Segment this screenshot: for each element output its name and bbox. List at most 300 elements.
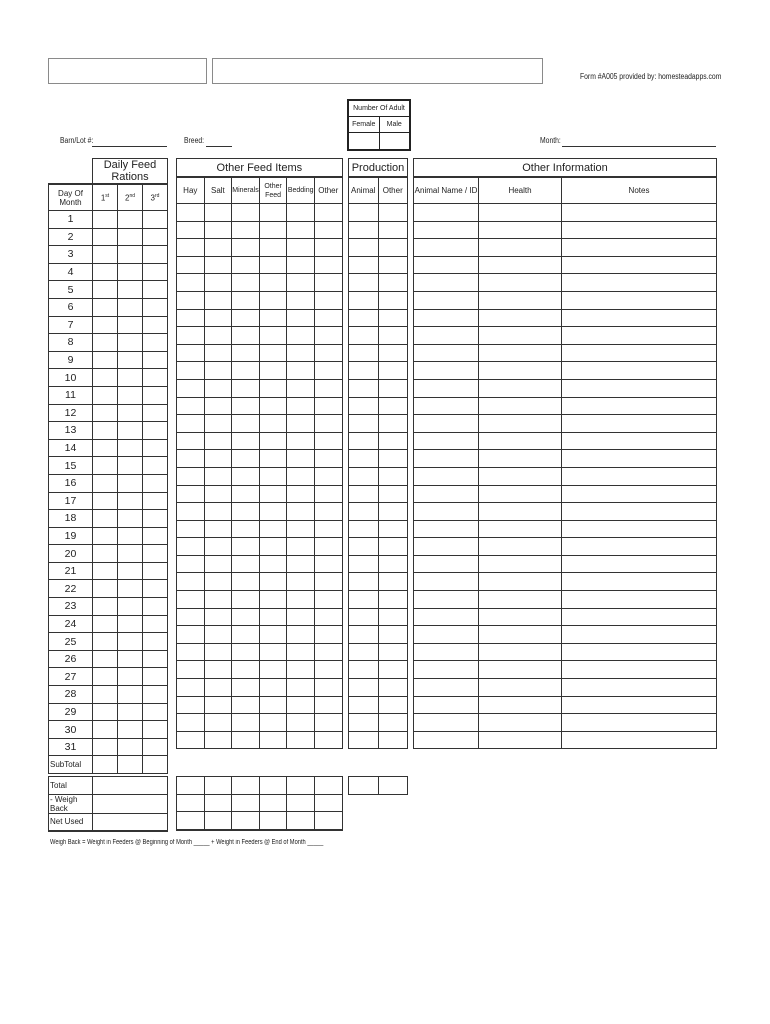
notes-cell[interactable] (562, 467, 717, 485)
minerals-cell[interactable] (232, 379, 260, 397)
production-other-cell[interactable] (378, 309, 408, 327)
ration-3-cell[interactable] (143, 474, 168, 492)
animal-name-cell[interactable] (414, 344, 479, 362)
hay-cell[interactable] (177, 327, 205, 345)
animal-name-cell[interactable] (414, 731, 479, 749)
other-cell[interactable] (314, 731, 342, 749)
production-other-cell[interactable] (378, 608, 408, 626)
other-feed-cell[interactable] (259, 379, 287, 397)
bedding-cell[interactable] (287, 432, 315, 450)
notes-cell[interactable] (562, 538, 717, 556)
animal-cell[interactable] (349, 538, 379, 556)
hay-cell[interactable] (177, 608, 205, 626)
salt-cell[interactable] (204, 239, 232, 257)
other-feed-cell[interactable] (259, 221, 287, 239)
ration-2-cell[interactable] (118, 633, 143, 651)
other-feed-cell[interactable] (259, 327, 287, 345)
health-cell[interactable] (479, 485, 562, 503)
health-cell[interactable] (479, 679, 562, 697)
animal-name-cell[interactable] (414, 626, 479, 644)
animal-name-cell[interactable] (414, 520, 479, 538)
animal-name-cell[interactable] (414, 221, 479, 239)
animal-cell[interactable] (349, 274, 379, 292)
animal-cell[interactable] (349, 432, 379, 450)
other-feed-cell[interactable] (259, 591, 287, 609)
ration-1-cell[interactable] (93, 439, 118, 457)
ration-3-cell[interactable] (143, 281, 168, 299)
production-other-cell[interactable] (378, 327, 408, 345)
animal-name-cell[interactable] (414, 608, 479, 626)
hay-cell[interactable] (177, 731, 205, 749)
hay-cell[interactable] (177, 503, 205, 521)
health-cell[interactable] (479, 520, 562, 538)
minerals-cell[interactable] (232, 679, 260, 697)
ration-3-cell[interactable] (143, 316, 168, 334)
other-feed-cell[interactable] (259, 555, 287, 573)
bedding-cell[interactable] (287, 397, 315, 415)
ration-3-cell[interactable] (143, 527, 168, 545)
bedding-cell[interactable] (287, 309, 315, 327)
hay-cell[interactable] (177, 555, 205, 573)
health-cell[interactable] (479, 291, 562, 309)
notes-cell[interactable] (562, 731, 717, 749)
salt-cell[interactable] (204, 485, 232, 503)
hay-cell[interactable] (177, 362, 205, 380)
health-cell[interactable] (479, 538, 562, 556)
animal-name-cell[interactable] (414, 415, 479, 433)
bedding-cell[interactable] (287, 379, 315, 397)
ration-2-cell[interactable] (118, 298, 143, 316)
other-feed-cell[interactable] (259, 714, 287, 732)
hay-cell[interactable] (177, 467, 205, 485)
bedding-cell[interactable] (287, 538, 315, 556)
hay-cell[interactable] (177, 221, 205, 239)
minerals-cell[interactable] (232, 467, 260, 485)
other-feed-cell[interactable] (259, 503, 287, 521)
salt-cell[interactable] (204, 661, 232, 679)
notes-cell[interactable] (562, 415, 717, 433)
hay-cell[interactable] (177, 450, 205, 468)
production-other-cell[interactable] (378, 626, 408, 644)
hay-cell[interactable] (177, 714, 205, 732)
health-cell[interactable] (479, 327, 562, 345)
minerals-cell[interactable] (232, 643, 260, 661)
ration-1-cell[interactable] (93, 510, 118, 528)
ration-2-cell[interactable] (118, 510, 143, 528)
minerals-cell[interactable] (232, 415, 260, 433)
animal-cell[interactable] (349, 626, 379, 644)
salt-cell[interactable] (204, 679, 232, 697)
production-total-animal[interactable] (349, 777, 379, 795)
ration-3-cell[interactable] (143, 562, 168, 580)
breed-field[interactable] (206, 146, 232, 147)
notes-cell[interactable] (562, 432, 717, 450)
bedding-cell[interactable] (287, 291, 315, 309)
ration-1-cell[interactable] (93, 369, 118, 387)
health-cell[interactable] (479, 591, 562, 609)
other-cell[interactable] (314, 362, 342, 380)
ration-2-cell[interactable] (118, 439, 143, 457)
other-feed-cell[interactable] (259, 432, 287, 450)
ration-2-cell[interactable] (118, 334, 143, 352)
ration-1-cell[interactable] (93, 721, 118, 739)
notes-cell[interactable] (562, 256, 717, 274)
animal-name-cell[interactable] (414, 467, 479, 485)
salt-cell[interactable] (204, 432, 232, 450)
health-cell[interactable] (479, 626, 562, 644)
feed-total-cell[interactable] (204, 794, 232, 812)
animal-cell[interactable] (349, 520, 379, 538)
other-cell[interactable] (314, 679, 342, 697)
health-cell[interactable] (479, 221, 562, 239)
ration-3-cell[interactable] (143, 439, 168, 457)
hay-cell[interactable] (177, 239, 205, 257)
hay-cell[interactable] (177, 344, 205, 362)
ration-1-cell[interactable] (93, 211, 118, 229)
other-feed-cell[interactable] (259, 291, 287, 309)
hay-cell[interactable] (177, 309, 205, 327)
notes-cell[interactable] (562, 309, 717, 327)
bedding-cell[interactable] (287, 626, 315, 644)
animal-name-cell[interactable] (414, 256, 479, 274)
animal-name-cell[interactable] (414, 714, 479, 732)
production-other-cell[interactable] (378, 643, 408, 661)
animal-cell[interactable] (349, 379, 379, 397)
ration-3-cell[interactable] (143, 668, 168, 686)
minerals-cell[interactable] (232, 520, 260, 538)
notes-cell[interactable] (562, 503, 717, 521)
animal-cell[interactable] (349, 309, 379, 327)
minerals-cell[interactable] (232, 397, 260, 415)
animal-cell[interactable] (349, 415, 379, 433)
notes-cell[interactable] (562, 626, 717, 644)
other-cell[interactable] (314, 626, 342, 644)
production-other-cell[interactable] (378, 555, 408, 573)
other-cell[interactable] (314, 714, 342, 732)
feed-total-cell[interactable] (177, 777, 205, 795)
other-feed-cell[interactable] (259, 485, 287, 503)
health-cell[interactable] (479, 696, 562, 714)
hay-cell[interactable] (177, 415, 205, 433)
animal-cell[interactable] (349, 327, 379, 345)
animal-cell[interactable] (349, 731, 379, 749)
animal-cell[interactable] (349, 573, 379, 591)
other-cell[interactable] (314, 274, 342, 292)
other-cell[interactable] (314, 485, 342, 503)
feed-total-cell[interactable] (177, 794, 205, 812)
bedding-cell[interactable] (287, 467, 315, 485)
production-other-cell[interactable] (378, 344, 408, 362)
animal-name-cell[interactable] (414, 274, 479, 292)
other-cell[interactable] (314, 520, 342, 538)
feed-total-cell[interactable] (232, 777, 260, 795)
hay-cell[interactable] (177, 520, 205, 538)
animal-cell[interactable] (349, 221, 379, 239)
salt-cell[interactable] (204, 520, 232, 538)
production-other-cell[interactable] (378, 696, 408, 714)
bedding-cell[interactable] (287, 256, 315, 274)
salt-cell[interactable] (204, 379, 232, 397)
ration-1-cell[interactable] (93, 492, 118, 510)
animal-name-cell[interactable] (414, 573, 479, 591)
animal-name-cell[interactable] (414, 239, 479, 257)
animal-name-cell[interactable] (414, 362, 479, 380)
ration-3-cell[interactable] (143, 386, 168, 404)
ration-1-cell[interactable] (93, 580, 118, 598)
other-cell[interactable] (314, 379, 342, 397)
notes-cell[interactable] (562, 520, 717, 538)
notes-cell[interactable] (562, 327, 717, 345)
ration-3-cell[interactable] (143, 703, 168, 721)
barn-field[interactable] (92, 146, 167, 147)
ration-3-cell[interactable] (143, 422, 168, 440)
notes-cell[interactable] (562, 661, 717, 679)
feed-total-cell[interactable] (204, 812, 232, 830)
ration-2-cell[interactable] (118, 474, 143, 492)
salt-cell[interactable] (204, 450, 232, 468)
salt-cell[interactable] (204, 731, 232, 749)
ration-3-cell[interactable] (143, 633, 168, 651)
bedding-cell[interactable] (287, 344, 315, 362)
hay-cell[interactable] (177, 643, 205, 661)
production-other-cell[interactable] (378, 432, 408, 450)
ration-2-cell[interactable] (118, 369, 143, 387)
ration-3-cell[interactable] (143, 351, 168, 369)
ration-3-cell[interactable] (143, 457, 168, 475)
other-feed-cell[interactable] (259, 573, 287, 591)
notes-cell[interactable] (562, 573, 717, 591)
ration-3-cell[interactable] (143, 545, 168, 563)
salt-cell[interactable] (204, 344, 232, 362)
animal-cell[interactable] (349, 485, 379, 503)
animal-name-cell[interactable] (414, 503, 479, 521)
notes-cell[interactable] (562, 221, 717, 239)
production-other-cell[interactable] (378, 379, 408, 397)
other-feed-cell[interactable] (259, 520, 287, 538)
other-feed-cell[interactable] (259, 309, 287, 327)
bedding-cell[interactable] (287, 450, 315, 468)
ration-1-cell[interactable] (93, 298, 118, 316)
other-cell[interactable] (314, 309, 342, 327)
production-other-cell[interactable] (378, 591, 408, 609)
ration-1-cell[interactable] (93, 404, 118, 422)
other-cell[interactable] (314, 415, 342, 433)
animal-name-cell[interactable] (414, 661, 479, 679)
salt-cell[interactable] (204, 608, 232, 626)
other-feed-cell[interactable] (259, 538, 287, 556)
other-cell[interactable] (314, 591, 342, 609)
health-cell[interactable] (479, 467, 562, 485)
minerals-cell[interactable] (232, 731, 260, 749)
production-other-cell[interactable] (378, 204, 408, 222)
notes-cell[interactable] (562, 291, 717, 309)
minerals-cell[interactable] (232, 204, 260, 222)
salt-cell[interactable] (204, 714, 232, 732)
health-cell[interactable] (479, 415, 562, 433)
other-feed-cell[interactable] (259, 256, 287, 274)
other-feed-cell[interactable] (259, 626, 287, 644)
other-cell[interactable] (314, 327, 342, 345)
minerals-cell[interactable] (232, 344, 260, 362)
animal-cell[interactable] (349, 503, 379, 521)
bedding-cell[interactable] (287, 661, 315, 679)
salt-cell[interactable] (204, 573, 232, 591)
notes-cell[interactable] (562, 643, 717, 661)
ration-1-cell[interactable] (93, 668, 118, 686)
ration-2-cell[interactable] (118, 316, 143, 334)
production-other-cell[interactable] (378, 239, 408, 257)
ration-2-cell[interactable] (118, 562, 143, 580)
ration-1-cell[interactable] (93, 686, 118, 704)
production-other-cell[interactable] (378, 397, 408, 415)
feed-total-cell[interactable] (204, 777, 232, 795)
bedding-cell[interactable] (287, 714, 315, 732)
health-cell[interactable] (479, 204, 562, 222)
production-total-other[interactable] (378, 777, 408, 795)
animal-name-cell[interactable] (414, 538, 479, 556)
ration-3-cell[interactable] (143, 650, 168, 668)
animal-cell[interactable] (349, 239, 379, 257)
animal-name-cell[interactable] (414, 696, 479, 714)
salt-cell[interactable] (204, 415, 232, 433)
salt-cell[interactable] (204, 256, 232, 274)
bedding-cell[interactable] (287, 573, 315, 591)
hay-cell[interactable] (177, 432, 205, 450)
minerals-cell[interactable] (232, 555, 260, 573)
minerals-cell[interactable] (232, 274, 260, 292)
minerals-cell[interactable] (232, 239, 260, 257)
ration-3-cell[interactable] (143, 492, 168, 510)
hay-cell[interactable] (177, 696, 205, 714)
notes-cell[interactable] (562, 204, 717, 222)
ration-1-cell[interactable] (93, 633, 118, 651)
feed-total-cell[interactable] (259, 777, 287, 795)
month-field[interactable] (562, 146, 716, 147)
animal-name-cell[interactable] (414, 397, 479, 415)
ration-2-cell[interactable] (118, 457, 143, 475)
animal-cell[interactable] (349, 467, 379, 485)
other-cell[interactable] (314, 573, 342, 591)
other-feed-cell[interactable] (259, 415, 287, 433)
bedding-cell[interactable] (287, 239, 315, 257)
hay-cell[interactable] (177, 274, 205, 292)
ration-1-cell[interactable] (93, 422, 118, 440)
net-used-cell[interactable] (93, 813, 168, 831)
other-feed-cell[interactable] (259, 344, 287, 362)
health-cell[interactable] (479, 450, 562, 468)
animal-cell[interactable] (349, 661, 379, 679)
ration-3-cell[interactable] (143, 510, 168, 528)
animal-cell[interactable] (349, 679, 379, 697)
female-count-field[interactable] (349, 133, 380, 149)
ration-3-cell[interactable] (143, 263, 168, 281)
ration-2-cell[interactable] (118, 386, 143, 404)
ration-2-cell[interactable] (118, 668, 143, 686)
health-cell[interactable] (479, 661, 562, 679)
animal-name-cell[interactable] (414, 379, 479, 397)
animal-name-cell[interactable] (414, 309, 479, 327)
bedding-cell[interactable] (287, 591, 315, 609)
ration-2-cell[interactable] (118, 738, 143, 756)
animal-cell[interactable] (349, 643, 379, 661)
other-cell[interactable] (314, 643, 342, 661)
animal-name-cell[interactable] (414, 291, 479, 309)
male-count-field[interactable] (380, 133, 410, 149)
ration-3-cell[interactable] (143, 369, 168, 387)
ration-1-cell[interactable] (93, 598, 118, 616)
other-feed-cell[interactable] (259, 397, 287, 415)
production-other-cell[interactable] (378, 485, 408, 503)
notes-cell[interactable] (562, 679, 717, 697)
production-other-cell[interactable] (378, 415, 408, 433)
ration-1-cell[interactable] (93, 562, 118, 580)
bedding-cell[interactable] (287, 520, 315, 538)
other-cell[interactable] (314, 256, 342, 274)
ration-1-cell[interactable] (93, 228, 118, 246)
health-cell[interactable] (479, 555, 562, 573)
other-cell[interactable] (314, 221, 342, 239)
health-cell[interactable] (479, 643, 562, 661)
hay-cell[interactable] (177, 661, 205, 679)
ration-2-cell[interactable] (118, 228, 143, 246)
salt-cell[interactable] (204, 555, 232, 573)
other-feed-cell[interactable] (259, 696, 287, 714)
salt-cell[interactable] (204, 274, 232, 292)
salt-cell[interactable] (204, 397, 232, 415)
other-cell[interactable] (314, 344, 342, 362)
ration-1-cell[interactable] (93, 527, 118, 545)
ration-2-cell[interactable] (118, 527, 143, 545)
production-other-cell[interactable] (378, 291, 408, 309)
barn-name-box[interactable] (48, 58, 207, 84)
ration-2-cell[interactable] (118, 650, 143, 668)
health-cell[interactable] (479, 362, 562, 380)
notes-cell[interactable] (562, 397, 717, 415)
health-cell[interactable] (479, 274, 562, 292)
minerals-cell[interactable] (232, 696, 260, 714)
production-other-cell[interactable] (378, 467, 408, 485)
minerals-cell[interactable] (232, 362, 260, 380)
health-cell[interactable] (479, 239, 562, 257)
production-other-cell[interactable] (378, 450, 408, 468)
hay-cell[interactable] (177, 291, 205, 309)
ration-1-cell[interactable] (93, 615, 118, 633)
animal-cell[interactable] (349, 256, 379, 274)
bedding-cell[interactable] (287, 696, 315, 714)
other-feed-cell[interactable] (259, 450, 287, 468)
ration-1-cell[interactable] (93, 545, 118, 563)
feed-total-cell[interactable] (232, 812, 260, 830)
minerals-cell[interactable] (232, 608, 260, 626)
feed-total-cell[interactable] (287, 777, 315, 795)
notes-cell[interactable] (562, 344, 717, 362)
salt-cell[interactable] (204, 467, 232, 485)
hay-cell[interactable] (177, 626, 205, 644)
notes-cell[interactable] (562, 362, 717, 380)
other-cell[interactable] (314, 397, 342, 415)
bedding-cell[interactable] (287, 362, 315, 380)
hay-cell[interactable] (177, 538, 205, 556)
feed-total-cell[interactable] (314, 812, 342, 830)
ration-3-cell[interactable] (143, 404, 168, 422)
ration-2-cell[interactable] (118, 211, 143, 229)
animal-cell[interactable] (349, 608, 379, 626)
animal-cell[interactable] (349, 204, 379, 222)
minerals-cell[interactable] (232, 432, 260, 450)
bedding-cell[interactable] (287, 327, 315, 345)
health-cell[interactable] (479, 503, 562, 521)
subtotal-cell[interactable] (143, 756, 168, 774)
